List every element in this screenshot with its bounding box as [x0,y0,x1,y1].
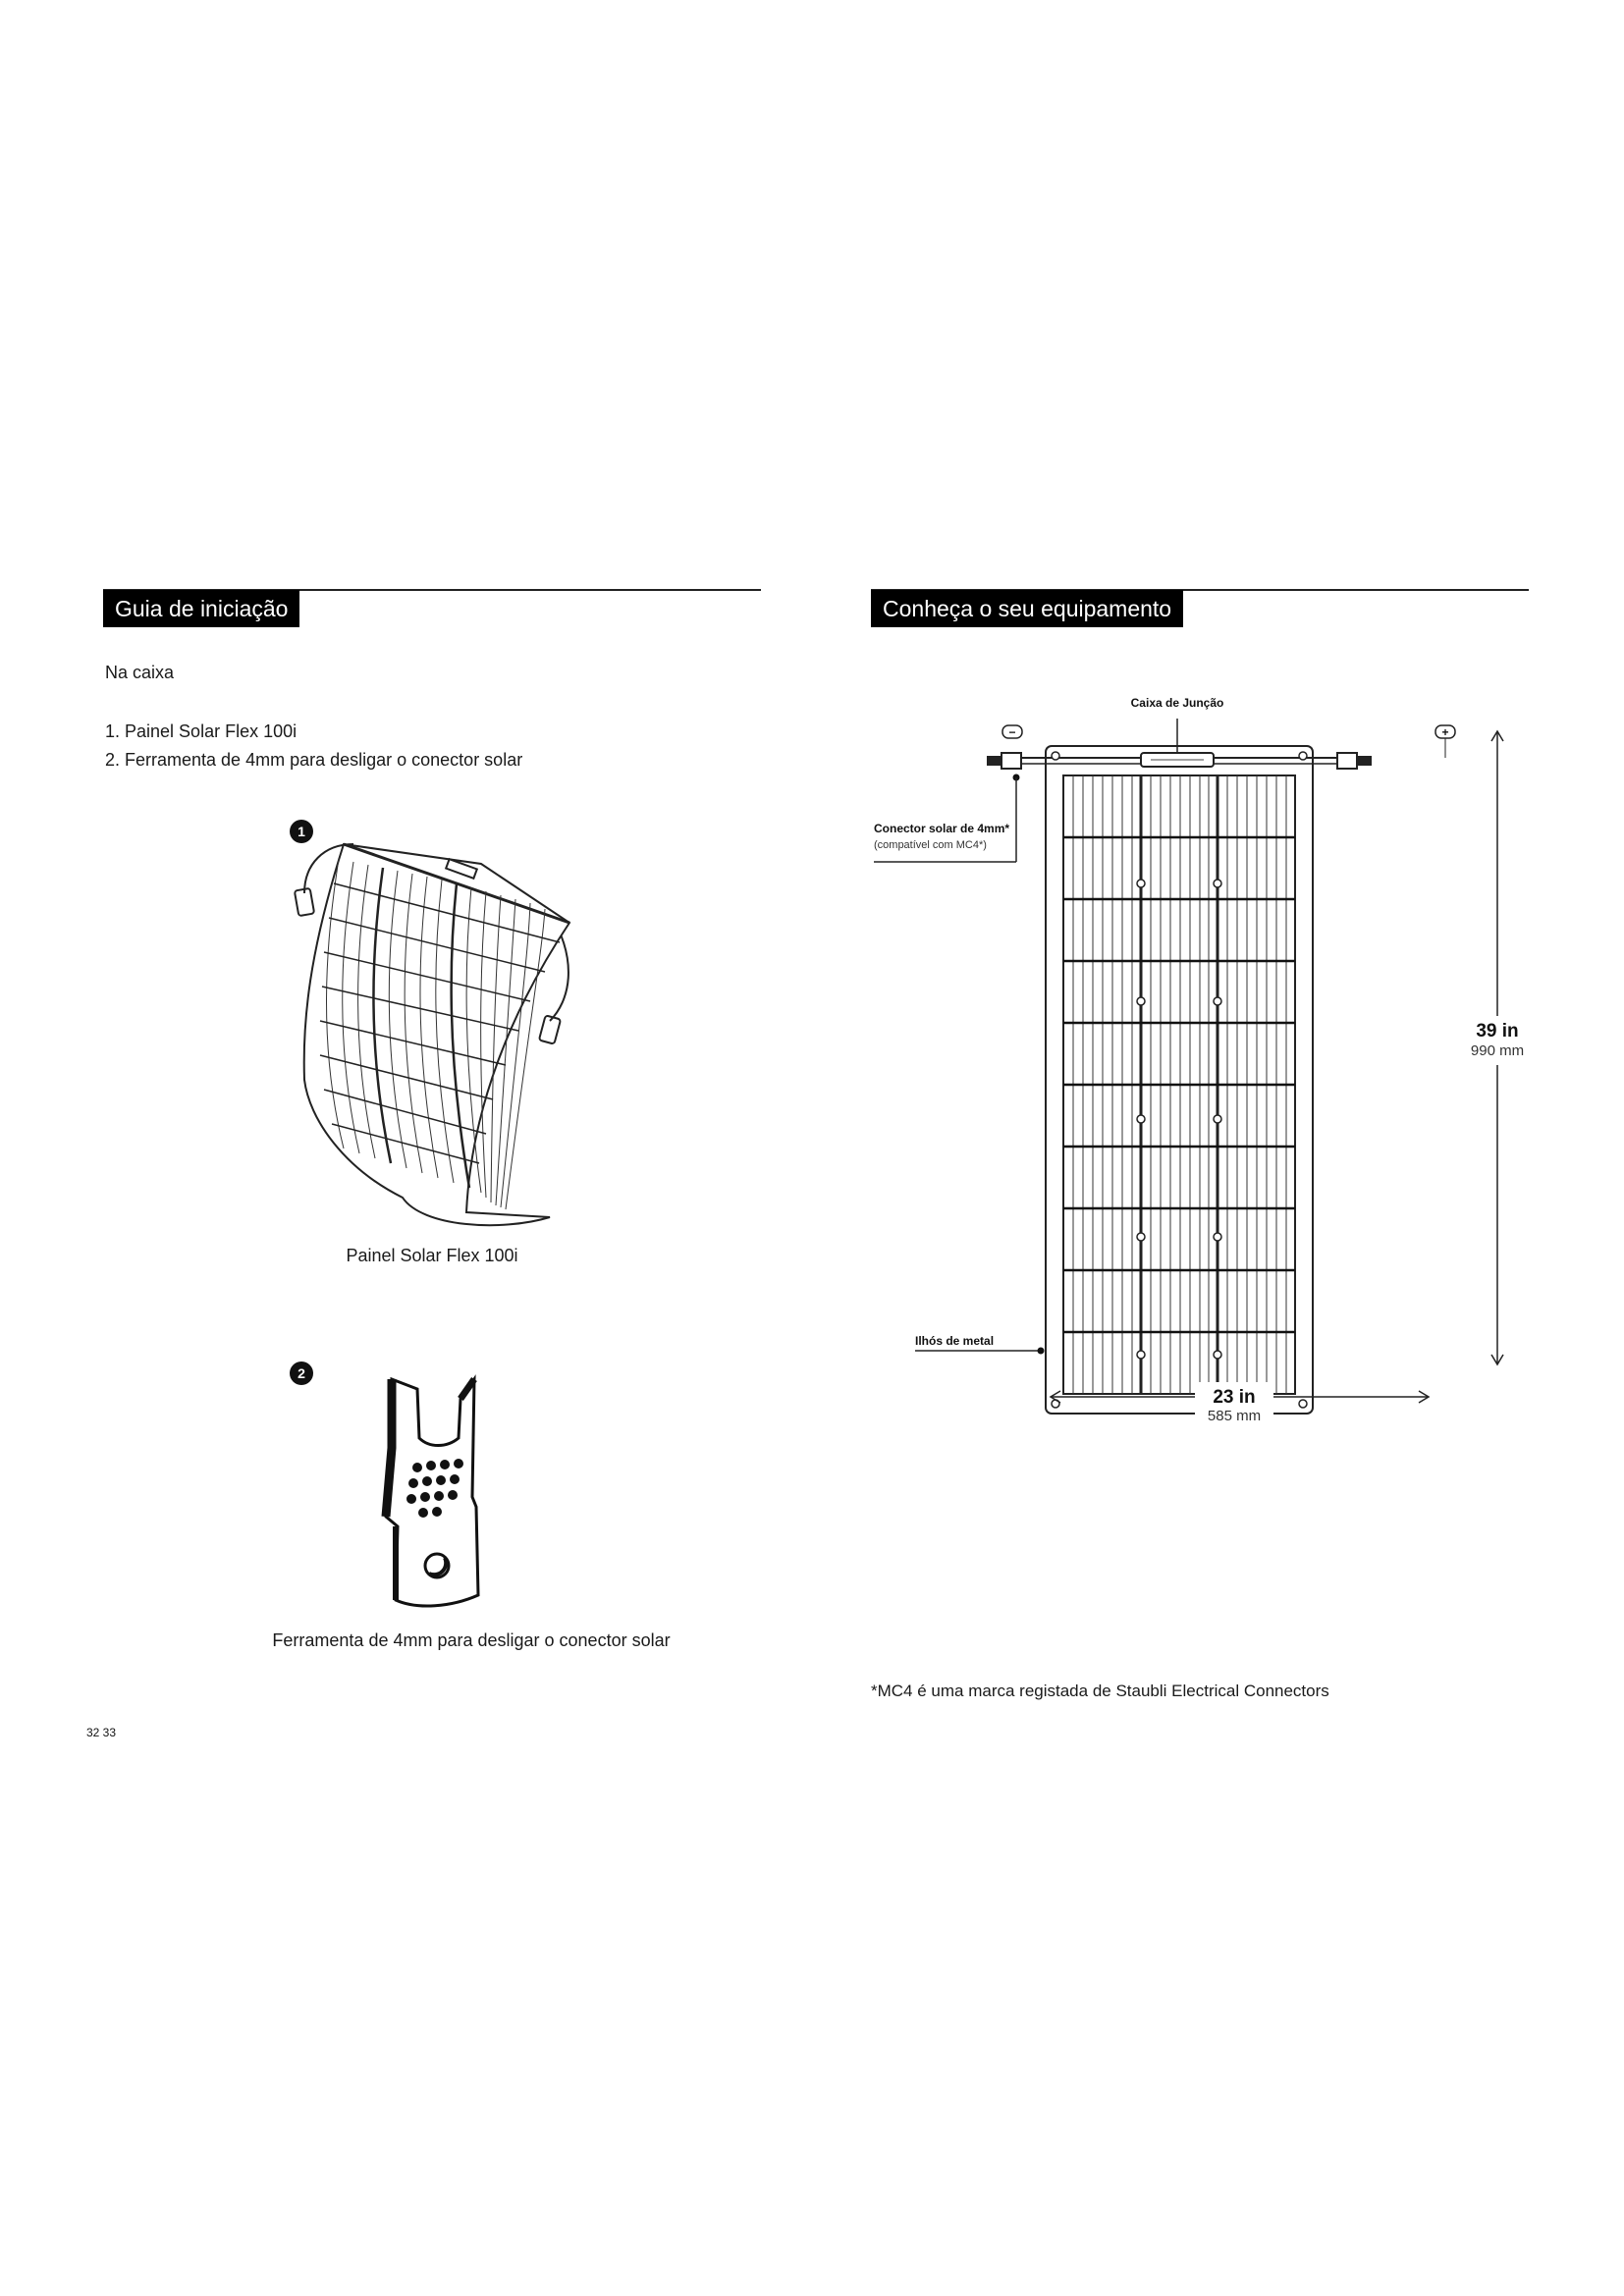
height-inches: 39 in [1476,1021,1519,1041]
junction-box-label: Caixa de Junção [1130,696,1224,710]
page-numbers: 32 33 [86,1726,117,1739]
flex-solar-panel-illustration [285,825,579,1237]
minus-symbol: − [1008,725,1016,739]
footnote: *MC4 é uma marca registada de Staubli Electrical Connectors [871,1682,1329,1700]
eyelets-label: Ilhós de metal [915,1334,995,1348]
list-item: 2. Ferramenta de 4mm para desligar o conector solar [105,750,523,770]
left-section-title: Guia de iniciação [103,590,299,627]
panel-dimension-diagram [864,687,1551,1433]
height-mm: 990 mm [1470,1042,1525,1059]
figure-2-caption: Ferramenta de 4mm para desligar o conector solar [272,1630,671,1650]
connector-note: (compatível com MC4*) [874,839,987,851]
width-mm: 585 mm [1207,1408,1262,1424]
connector-tool-illustration [378,1360,486,1615]
connector-label: Conector solar de 4mm* [874,822,1010,835]
figure-1-caption: Painel Solar Flex 100i [346,1246,518,1265]
list-item: 1. Painel Solar Flex 100i [105,721,298,741]
figure-2-badge: 2 [290,1362,313,1385]
right-section-title: Conheça o seu equipamento [871,590,1183,627]
figure-1-badge: 1 [290,820,313,843]
plus-symbol: + [1441,725,1449,739]
in-box-label: Na caixa [105,663,175,682]
width-inches: 23 in [1213,1387,1256,1408]
